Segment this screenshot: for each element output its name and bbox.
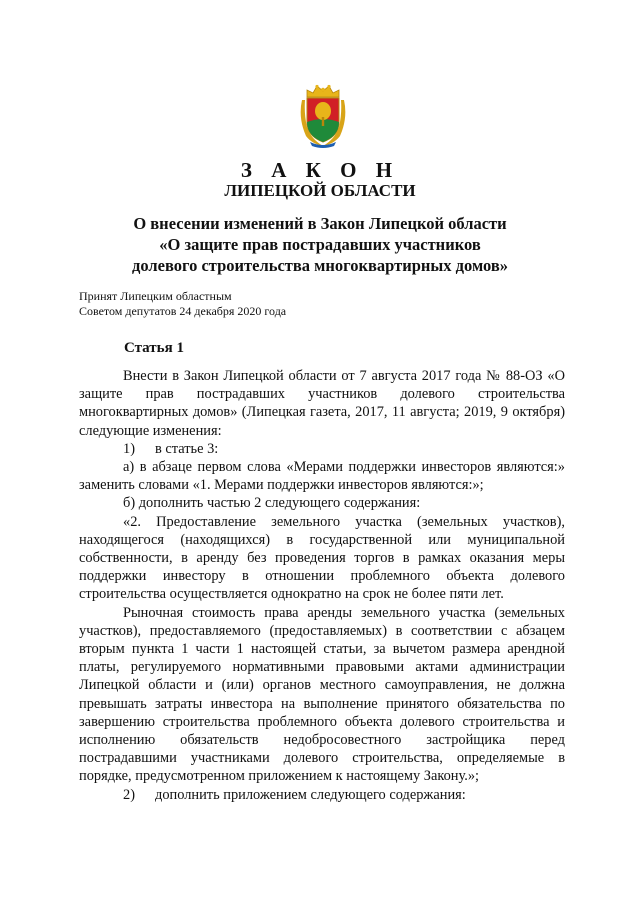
list-item-number: 1): [123, 440, 135, 457]
subject-line: «О защите прав пострадавших участников: [159, 235, 481, 254]
region-heading: ЛИПЕЦКОЙ ОБЛАСТИ: [224, 181, 416, 200]
quoted-part-2: «2. Предоставление земельного участка (земельных участков), находящегося (находящихся) в государственной или муниципальной собственности, в аренду без проведения торгов в рамках оказания меры поддержки инвестору в отношении проблемного объекта долевого строительства осуществляется однократно на срок не более пяти лет.: [79, 513, 565, 603]
list-item: [79, 786, 565, 804]
adoption-note: [79, 289, 286, 319]
subitem-b: б) дополнить частью 2 следующего содержания:: [123, 495, 421, 512]
article-title: Статья 1: [124, 340, 184, 356]
adoption-line: Советом депутатов 24 декабря 2020 года: [79, 304, 287, 318]
list-item: [79, 440, 565, 458]
quoted-paragraph: Рыночная стоимость права аренды земельного участка (земельных участков), предоставляемого (предоставляемых) в соответствии с абзацем вторым пункта 1 части 1 настоящей статьи, за вычетом размера арендной платы, регулируемого нормативными правовыми актами администрации Липецкой области и (или) органов местного самоуправления, не должна превышать затраты инвестора на выполнение принятого обязательства по завершению строительства проблемного объекта долевого строительства и исполнению обязательств недобросовестного застройщика перед пострадавшими участниками долевого строительства, определяемые в порядке, предусмотренном приложением к настоящему Закону.»;: [79, 604, 565, 785]
adoption-line: Принят Липецким областным: [79, 289, 232, 303]
coat-of-arms-icon: [298, 84, 348, 148]
list-item-text: в статье 3:: [155, 440, 219, 457]
law-heading: З А К О Н: [240, 158, 400, 182]
subject-line: О внесении изменений в Закон Липецкой области: [133, 214, 507, 233]
list-item-number: 2): [123, 786, 135, 803]
article-intro: Внести в Закон Липецкой области от 7 августа 2017 года № 88-ОЗ «О защите прав пострадавших участников долевого строительства многоквартирных домов» (Липецкая газета, 2017, 11 августа; 2019, 9 октября) следующие изменения:: [79, 368, 565, 439]
subject-line: долевого строительства многоквартирных домов»: [132, 256, 508, 275]
subitem-a: а) в абзаце первом слова «Мерами поддержки инвесторов являются:» заменить словами «1. Мерами поддержки инвесторов являются:»;: [79, 459, 565, 494]
law-subject: [60, 213, 580, 276]
article-body: [79, 367, 565, 804]
list-item-text: дополнить приложением следующего содержания:: [155, 786, 466, 803]
